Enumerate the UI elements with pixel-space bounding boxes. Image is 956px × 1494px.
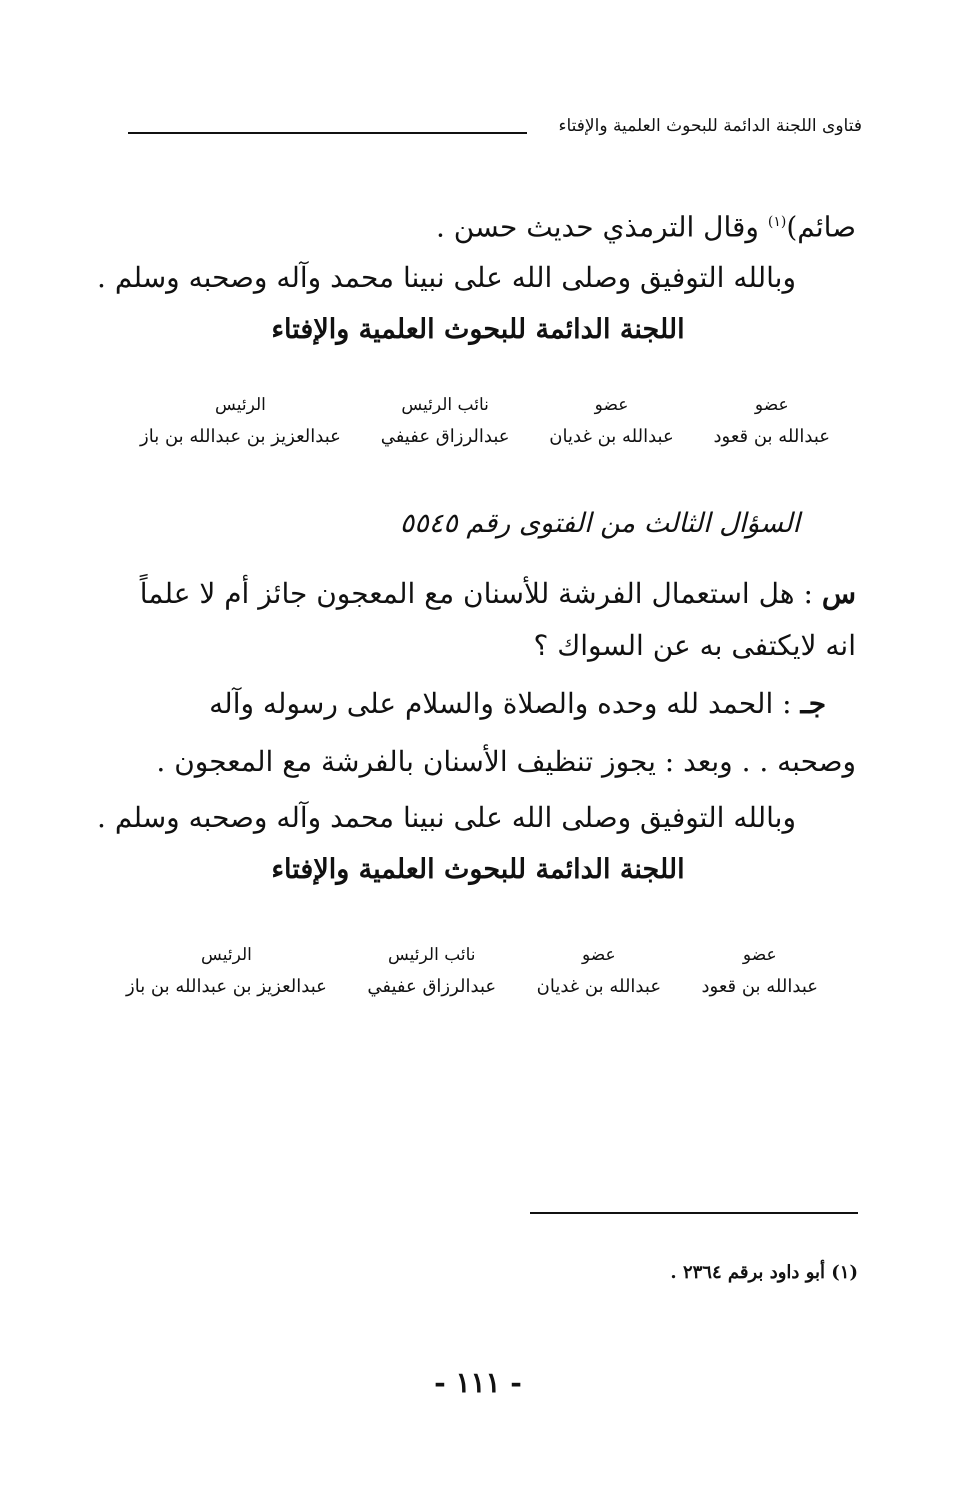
signatory-name: عبدالرزاق عفيفي bbox=[367, 976, 497, 997]
header-title: فتاوى اللجنة الدائمة للبحوث العلمية والإفتاء bbox=[558, 116, 862, 136]
signatory-role: عضو bbox=[594, 395, 629, 415]
answer-text-1: : الحمد لله وحده والصلاة والسلام على رسوله وآله bbox=[209, 687, 801, 720]
page-number: - ١١١ - bbox=[434, 1366, 522, 1399]
signatory-col bbox=[702, 944, 818, 1000]
signatory-col bbox=[714, 394, 830, 450]
signatory-role: الرئيس bbox=[215, 395, 266, 415]
signatory-role: نائب الرئيس bbox=[387, 945, 476, 965]
signatory-name: عبدالله بن قعود bbox=[701, 976, 818, 997]
signatory-role: عضو bbox=[742, 945, 777, 965]
text-line-1-rest: وقال الترمذي حديث حسن . bbox=[435, 210, 768, 244]
answer-line-1 bbox=[100, 684, 826, 724]
signatories-table-1 bbox=[140, 394, 830, 450]
footnote-ref[interactable]: (١) bbox=[767, 214, 787, 230]
signatory-role: نائب الرئيس bbox=[401, 395, 489, 415]
header-rule bbox=[128, 132, 527, 134]
signatory-name: عبدالله بن غديان bbox=[549, 426, 674, 447]
committee-name-2: اللجنة الدائمة للبحوث العلمية والإفتاء bbox=[271, 854, 685, 885]
question-title: السؤال الثالث من الفتوى رقم ٥٥٤٥ bbox=[399, 508, 800, 539]
signatory-col bbox=[549, 394, 673, 450]
answer-label: جـ bbox=[800, 687, 826, 720]
question-text-1: : هل استعمال الفرشة للأسنان مع المعجون جائز أم لا علماً bbox=[139, 577, 822, 610]
committee-name-1: اللجنة الدائمة للبحوث العلمية والإفتاء bbox=[271, 314, 685, 345]
signatory-role: الرئيس bbox=[201, 945, 252, 965]
signatory-name: عبدالعزيز بن عبدالله بن باز bbox=[140, 426, 341, 447]
question-line-2: انه لايكتفى به عن السواك ؟ bbox=[533, 629, 856, 662]
question-label: س bbox=[821, 577, 856, 610]
footnote: (١) أبو داود برقم ٢٣٦٤ . bbox=[670, 1262, 858, 1283]
signatory-col bbox=[381, 394, 510, 450]
closing-line-1: وبالله التوفيق وصلى الله على نبينا محمد وآله وصحبه وسلم . bbox=[97, 261, 796, 294]
closing-line-2: وبالله التوفيق وصلى الله على نبينا محمد وآله وصحبه وسلم . bbox=[97, 801, 796, 834]
footnote-rule bbox=[530, 1212, 858, 1214]
text-line-1-start: صائم) bbox=[786, 210, 856, 244]
running-header bbox=[128, 116, 862, 146]
signatory-col bbox=[140, 394, 341, 450]
signatories-table-2 bbox=[126, 944, 818, 1000]
signatory-col bbox=[367, 944, 496, 1000]
signatory-col bbox=[537, 944, 661, 1000]
signatory-name: عبدالله بن قعود bbox=[713, 426, 830, 447]
signatory-role: عضو bbox=[582, 945, 616, 965]
text-line-1 bbox=[100, 202, 856, 247]
signatory-name: عبدالله بن غديان bbox=[536, 976, 662, 997]
answer-line-2: وصحبه . . وبعد : يجوز تنظيف الأسنان بالفرشة مع المعجون . bbox=[156, 745, 856, 778]
signatory-col bbox=[126, 944, 327, 1000]
signatory-role: عضو bbox=[754, 395, 789, 415]
question-line-1 bbox=[100, 574, 856, 614]
signatory-name: عبدالعزيز بن عبدالله بن باز bbox=[126, 976, 327, 997]
signatory-name: عبدالرزاق عفيفي bbox=[380, 426, 510, 447]
